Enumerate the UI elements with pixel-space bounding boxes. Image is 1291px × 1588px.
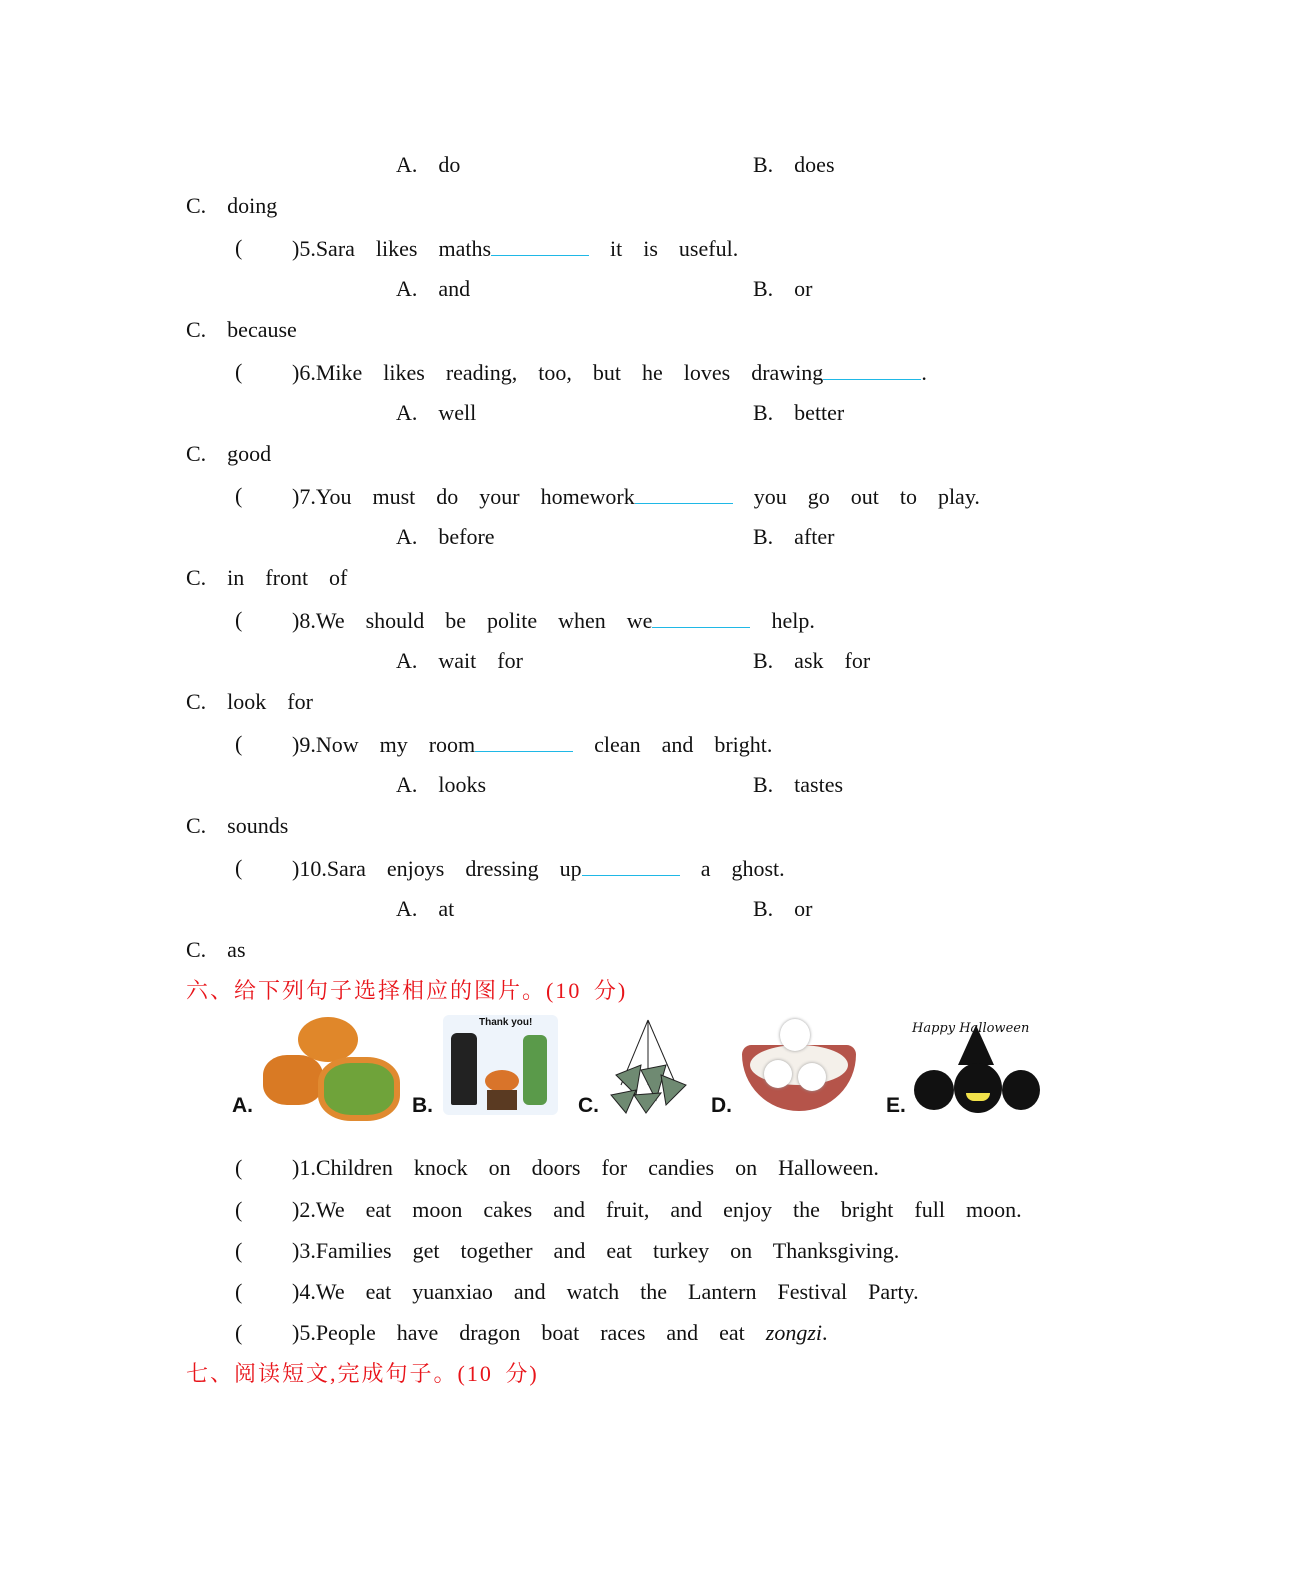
item-sentence: )3.Families get together and eat turkey on Thanksgiving. bbox=[292, 1238, 900, 1263]
option-a: A. and bbox=[396, 276, 471, 301]
option-b: B. better bbox=[753, 400, 845, 425]
picture-label-b: B. bbox=[412, 1094, 433, 1117]
option-c: C. because bbox=[186, 317, 297, 342]
option-c: C. in front of bbox=[186, 565, 348, 590]
answer-blank[interactable] bbox=[635, 483, 733, 504]
option-b: B. or bbox=[753, 896, 813, 921]
option-a: A. at bbox=[396, 896, 455, 921]
item-sentence: )2.We eat moon cakes and fruit, and enjoy the bright full moon. bbox=[292, 1197, 1022, 1222]
option-c: C. good bbox=[186, 441, 272, 466]
answer-paren[interactable]: ( bbox=[235, 1238, 243, 1263]
answer-paren[interactable]: ( bbox=[235, 235, 243, 260]
question-stem-end: help. bbox=[750, 608, 815, 633]
question-text bbox=[292, 483, 980, 510]
item-italic-word: zongzi bbox=[765, 1320, 823, 1345]
option-b: B. or bbox=[753, 276, 813, 301]
option-a: A. before bbox=[396, 524, 495, 549]
answer-paren[interactable]: ( bbox=[235, 359, 243, 384]
question-stem-end: clean and bright. bbox=[573, 732, 773, 757]
answer-paren[interactable]: ( bbox=[235, 483, 243, 508]
option-c: C. doing bbox=[186, 193, 278, 218]
option-b: B. tastes bbox=[753, 772, 844, 797]
question-stem-end: a ghost. bbox=[679, 856, 785, 881]
option-c: C. as bbox=[186, 937, 246, 962]
answer-paren[interactable]: ( bbox=[235, 731, 243, 756]
answer-paren[interactable]: ( bbox=[235, 1197, 243, 1222]
halloween-picture bbox=[910, 1015, 1042, 1115]
question-stem-end: it is useful. bbox=[589, 236, 739, 261]
yuanxiao-picture bbox=[740, 1015, 862, 1115]
answer-blank[interactable] bbox=[475, 731, 573, 752]
question-stem: )5.Sara likes maths bbox=[292, 236, 492, 261]
item-text bbox=[292, 1155, 879, 1181]
option-c: C. sounds bbox=[186, 813, 289, 838]
question-text bbox=[292, 731, 772, 758]
question-stem: )10.Sara enjoys dressing up bbox=[292, 856, 582, 881]
option-b: B. ask for bbox=[753, 648, 871, 673]
thanksgiving-picture bbox=[443, 1015, 558, 1115]
item-text bbox=[292, 1320, 828, 1346]
item-text bbox=[292, 1279, 919, 1305]
picture-label-a: A. bbox=[232, 1094, 253, 1117]
option-a: A. looks bbox=[396, 772, 487, 797]
answer-blank[interactable] bbox=[491, 235, 589, 256]
option-b: B. does bbox=[753, 152, 835, 177]
option-a: A. wait for bbox=[396, 648, 523, 673]
section-7-heading: 七、阅读短文,完成句子。(10 分) bbox=[186, 1361, 539, 1386]
section-6-heading: 六、给下列句子选择相应的图片。(10 分) bbox=[186, 978, 628, 1003]
item-text bbox=[292, 1238, 899, 1264]
question-stem-end: . bbox=[921, 360, 927, 385]
option-c: C. look for bbox=[186, 689, 313, 714]
option-a: A. do bbox=[396, 152, 461, 177]
answer-paren[interactable]: ( bbox=[235, 1279, 243, 1304]
question-text bbox=[292, 235, 738, 262]
answer-blank[interactable] bbox=[582, 855, 680, 876]
item-text bbox=[292, 1197, 1022, 1223]
answer-paren[interactable]: ( bbox=[235, 1155, 243, 1180]
option-a: A. well bbox=[396, 400, 477, 425]
item-sentence: )4.We eat yuanxiao and watch the Lantern Festival Party. bbox=[292, 1279, 919, 1304]
option-b: B. after bbox=[753, 524, 835, 549]
question-text bbox=[292, 359, 927, 386]
question-stem: )8.We should be polite when we bbox=[292, 608, 653, 633]
happy-halloween-caption: Happy Halloween bbox=[912, 1021, 1030, 1036]
answer-paren[interactable]: ( bbox=[235, 607, 243, 632]
question-stem-end: you go out to play. bbox=[732, 484, 980, 509]
answer-blank[interactable] bbox=[823, 359, 921, 380]
question-stem: )6.Mike likes reading, too, but he loves drawing bbox=[292, 360, 824, 385]
item-end: . bbox=[822, 1320, 828, 1345]
mooncake-picture bbox=[258, 1015, 393, 1115]
zongzi-picture bbox=[606, 1015, 691, 1115]
picture-label-d: D. bbox=[711, 1094, 732, 1117]
question-text bbox=[292, 855, 785, 882]
answer-paren[interactable]: ( bbox=[235, 855, 243, 880]
thank-you-caption: Thank you! bbox=[479, 1017, 533, 1028]
question-stem: )7.You must do your homework bbox=[292, 484, 635, 509]
answer-paren[interactable]: ( bbox=[235, 1320, 243, 1345]
picture-label-c: C. bbox=[578, 1094, 599, 1117]
item-sentence: )1.Children knock on doors for candies on Halloween. bbox=[292, 1155, 879, 1180]
answer-blank[interactable] bbox=[652, 607, 750, 628]
question-stem: )9.Now my room bbox=[292, 732, 476, 757]
item-sentence: )5.People have dragon boat races and eat bbox=[292, 1320, 766, 1345]
picture-label-e: E. bbox=[886, 1094, 906, 1117]
question-text bbox=[292, 607, 815, 634]
